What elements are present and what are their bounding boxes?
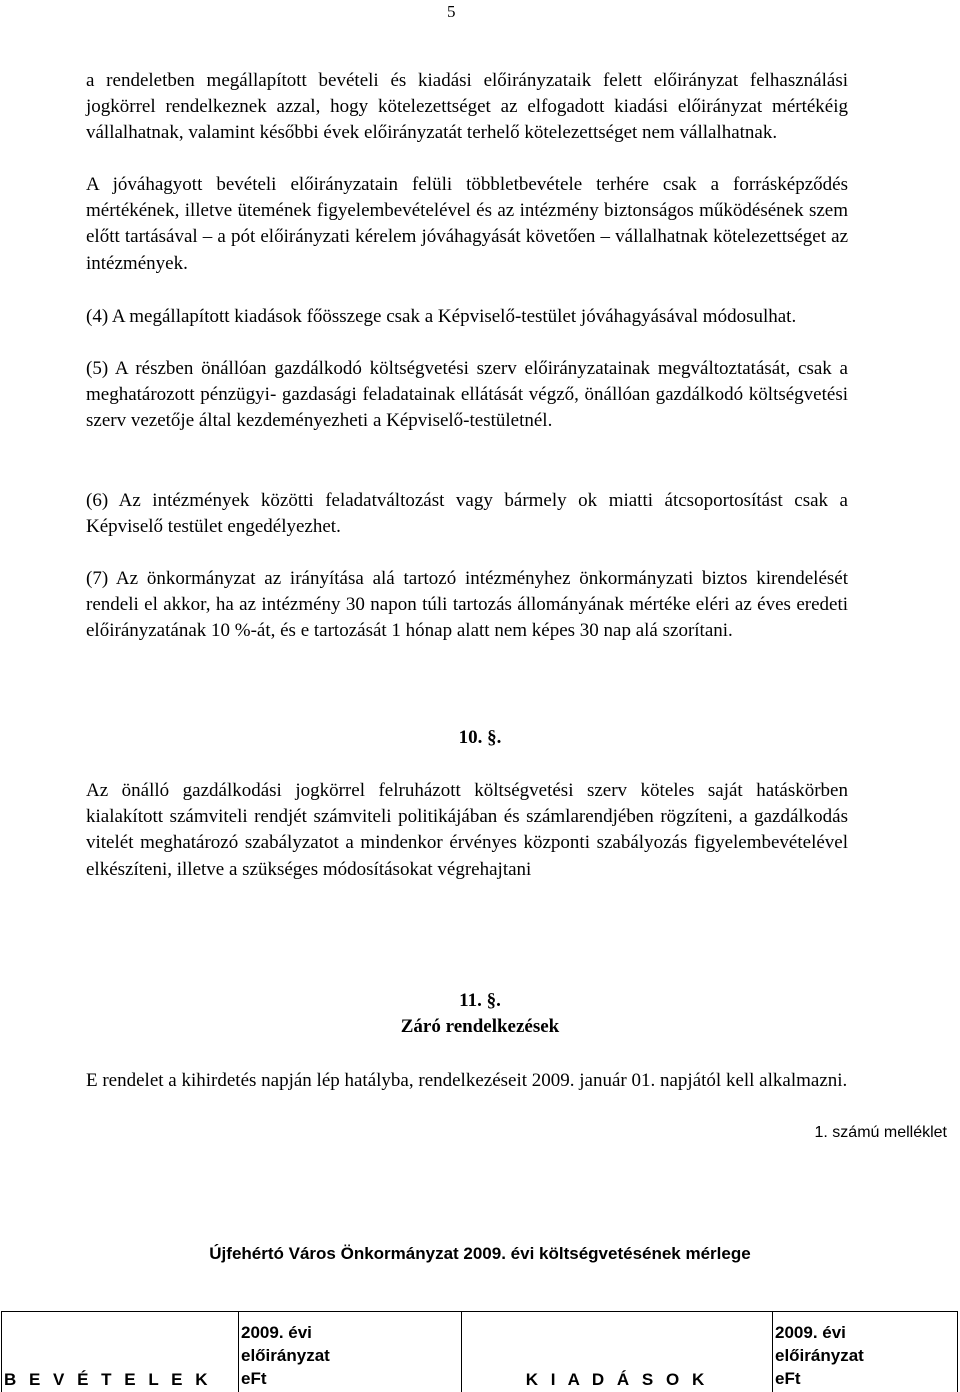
header-expenditure-appropriation: előirányzat — [775, 1344, 955, 1367]
section-11-title: Záró rendelkezések — [0, 1016, 960, 1038]
header-expenditure-unit: eFt — [775, 1367, 955, 1390]
paragraph-section-10: Az önálló gazdálkodási jogkörrel felruházott költségvetési szerv köteles saját hatáskörben kialakított számviteli rendjét számviteli politikájában és számlarendjében rögzíteni, a gazdálkodás vitelét meghatározó szabályzatot a mindenkor érvényes központi szabályozás figyelembevételével elkészíteni, illetve a szükséges módosításokat végrehajtani — [86, 778, 848, 883]
annex-label: 1. számú melléklet — [815, 1124, 948, 1142]
paragraph-6: (6) Az intézmények közötti feladatváltozást vagy bármely ok miatti átcsoportosítást csak a Képviselő testület engedélyezhet. — [86, 488, 848, 540]
paragraph-5: (5) A részben önállóan gazdálkodó költségvetési szerv előirányzatainak megváltoztatását, csak a meghatározott pénzügyi- gazdasági feladatainak ellátását végző, önállóan gazdálkodó költségvetési szerv vezetője által kezdeményezheti a Képviselő-testületnél. — [86, 356, 848, 435]
paragraph-7: (7) Az önkormányzat az irányítása alá tartozó intézményhez önkormányzati biztos kirendelését rendeli el akkor, ha az intézmény 30 napon túli tartozás állományának mértéke eléri az éves eredeti előirányzatának 10 %-át, és e tartozását 1 hónap alatt nem képes 30 nap alá szorítani. — [86, 566, 848, 645]
balance-title: Újfehértó Város Önkormányzat 2009. évi költségvetésének mérlege — [0, 1244, 960, 1264]
header-expenditures-label: K I A D Á S O K — [526, 1370, 708, 1389]
paragraph-intro: a rendeletben megállapított bevételi és kiadási előirányzataik felett előirányzat felhasználási jogkörrel rendelkeznek azzal, hogy kötelezettséget az elfogadott kiadási előirányzat mértékéig vállalhatnak, valamint későbbi évek előirányzatát terhelő kötelezettséget nem vállalhatnak. — [86, 68, 848, 147]
header-revenues-label: B E V É T E L E K — [4, 1370, 212, 1389]
header-revenues — [2, 1312, 239, 1392]
balance-table-header-row — [2, 1312, 958, 1392]
header-expenditure-year: 2009. évi — [775, 1321, 955, 1344]
paragraph-4: (4) A megállapított kiadások főösszege csak a Képviselő-testület jóváhagyásával módosulhat. — [86, 304, 848, 330]
header-revenue-appropriation: előirányzat — [241, 1344, 459, 1367]
balance-table — [1, 1311, 958, 1392]
header-revenue-unit: eFt — [241, 1367, 459, 1390]
section-11-heading: 11. §. — [0, 990, 960, 1012]
header-expenditures — [462, 1312, 773, 1392]
page-number: 5 — [447, 2, 456, 22]
section-10-heading: 10. §. — [0, 727, 960, 749]
header-revenue-estimate — [239, 1312, 462, 1392]
paragraph-surplus-revenue: A jóváhagyott bevételi előirányzatain felüli többletbevétele terhére csak a forrásképződés mértékének, illetve ütemének figyelembevételével és az intézmény biztonságos működésének szem előtt tartásával – a pót előirányzati kérelem jóváhagyását követően – vállalhatnak kötelezettséget az intézmények. — [86, 172, 848, 277]
header-expenditure-estimate — [773, 1312, 958, 1392]
paragraph-closing: E rendelet a kihirdetés napján lép hatályba, rendelkezéseit 2009. január 01. napjától kell alkalmazni. — [86, 1068, 848, 1094]
header-revenue-year: 2009. évi — [241, 1321, 459, 1344]
